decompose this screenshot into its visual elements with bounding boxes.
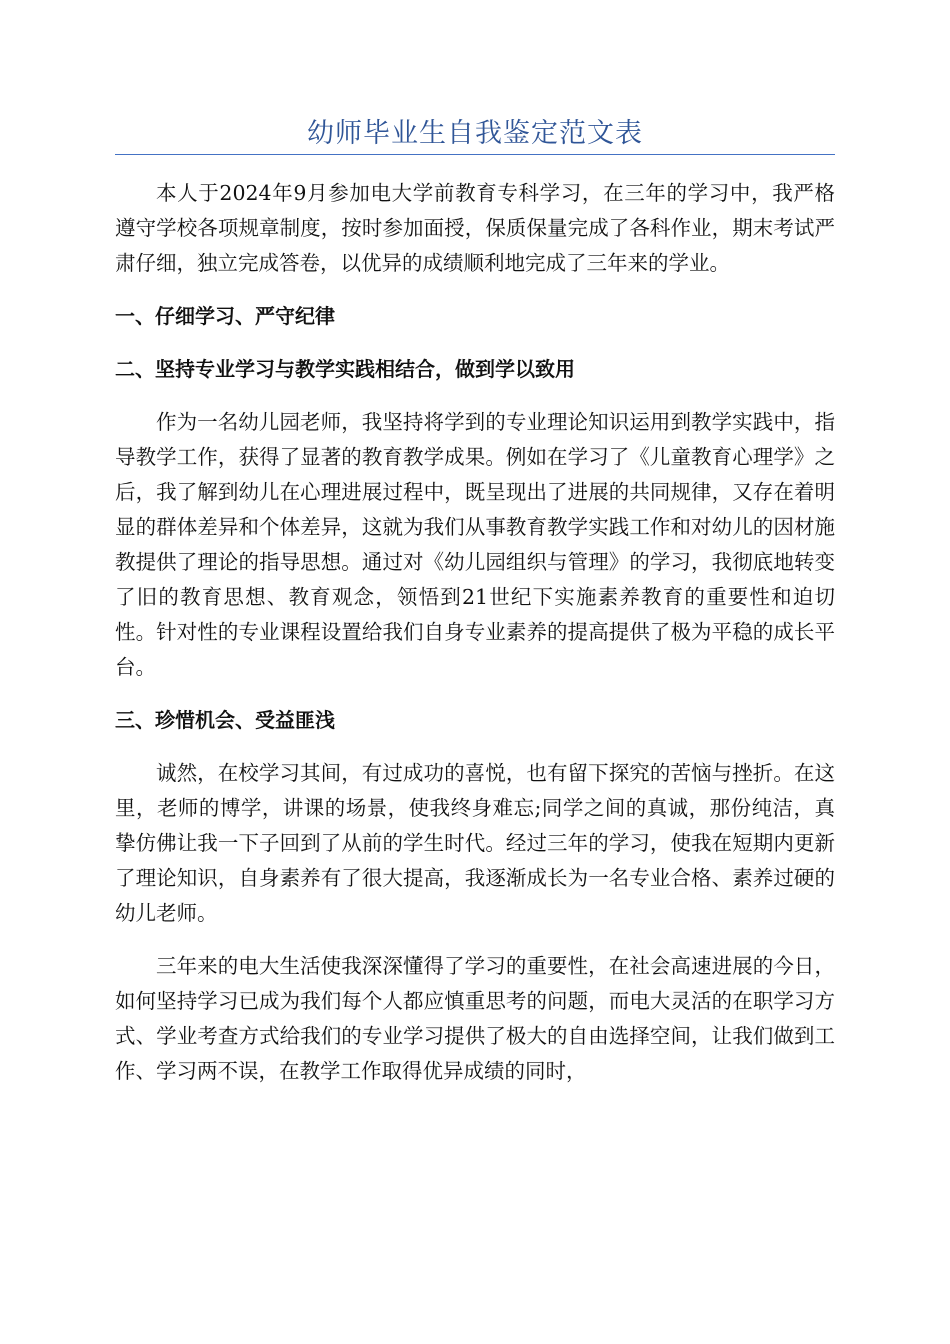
section-2-paragraph: 作为一名幼儿园老师，我坚持将学到的专业理论知识运用到教学实践中，指导教学工作，获得了显著的教育教学成果。例如在学习了《儿童教育心理学》之后，我了解到幼儿在心理进展过程中，既呈现出了进展的共同规律，又存在着明显的群体差异和个体差异，这就为我们从事教育教学实践工作和对幼儿的因材施教提供了理论的指导思想。通过对《幼儿园组织与管理》的学习，我彻底地转变了旧的教育思想、教育观念，领悟到21世纪下实施素养教育的重要性和迫切性。针对性的专业课程设置给我们自身专业素养的提高提供了极为平稳的成长平台。 xyxy=(115,410,835,679)
section-1-heading: 一、仔细学习、严守纪律 xyxy=(115,304,335,328)
section-3-paragraph-1: 诚然，在校学习其间，有过成功的喜悦，也有留下探究的苦恼与挫折。在这里，老师的博学，讲课的场景，使我终身难忘;同学之间的真诚，那份纯洁，真挚仿佛让我一下子回到了从前的学生时代。经过三年的学习，使我在短期内更新了理论知识，自身素养有了很大提高，我逐渐成长为一名专业合格、素养过硬的幼儿老师。 xyxy=(115,761,835,925)
section-2-heading: 二、坚持专业学习与教学实践相结合，做到学以致用 xyxy=(115,357,575,381)
intro-paragraph: 本人于2024年9月参加电大学前教育专科学习，在三年的学习中，我严格遵守学校各项规章制度，按时参加面授，保质保量完成了各科作业，期末考试严肃仔细，独立完成答卷，以优异的成绩顺利地完成了三年来的学业。 xyxy=(115,181,835,275)
title-underline xyxy=(115,154,835,155)
document-body xyxy=(115,176,835,1107)
section-3-paragraph-2: 三年来的电大生活使我深深懂得了学习的重要性，在社会高速进展的今日，如何坚持学习已成为我们每个人都应慎重思考的问题，而电大灵活的在职学习方式、学业考查方式给我们的专业学习提供了极大的自由选择空间，让我们做到工作、学习两不误，在教学工作取得优异成绩的同时， xyxy=(115,954,835,1083)
document-title: 幼师毕业生自我鉴定范文表 xyxy=(307,118,643,149)
section-3-heading: 三、珍惜机会、受益匪浅 xyxy=(115,708,335,732)
